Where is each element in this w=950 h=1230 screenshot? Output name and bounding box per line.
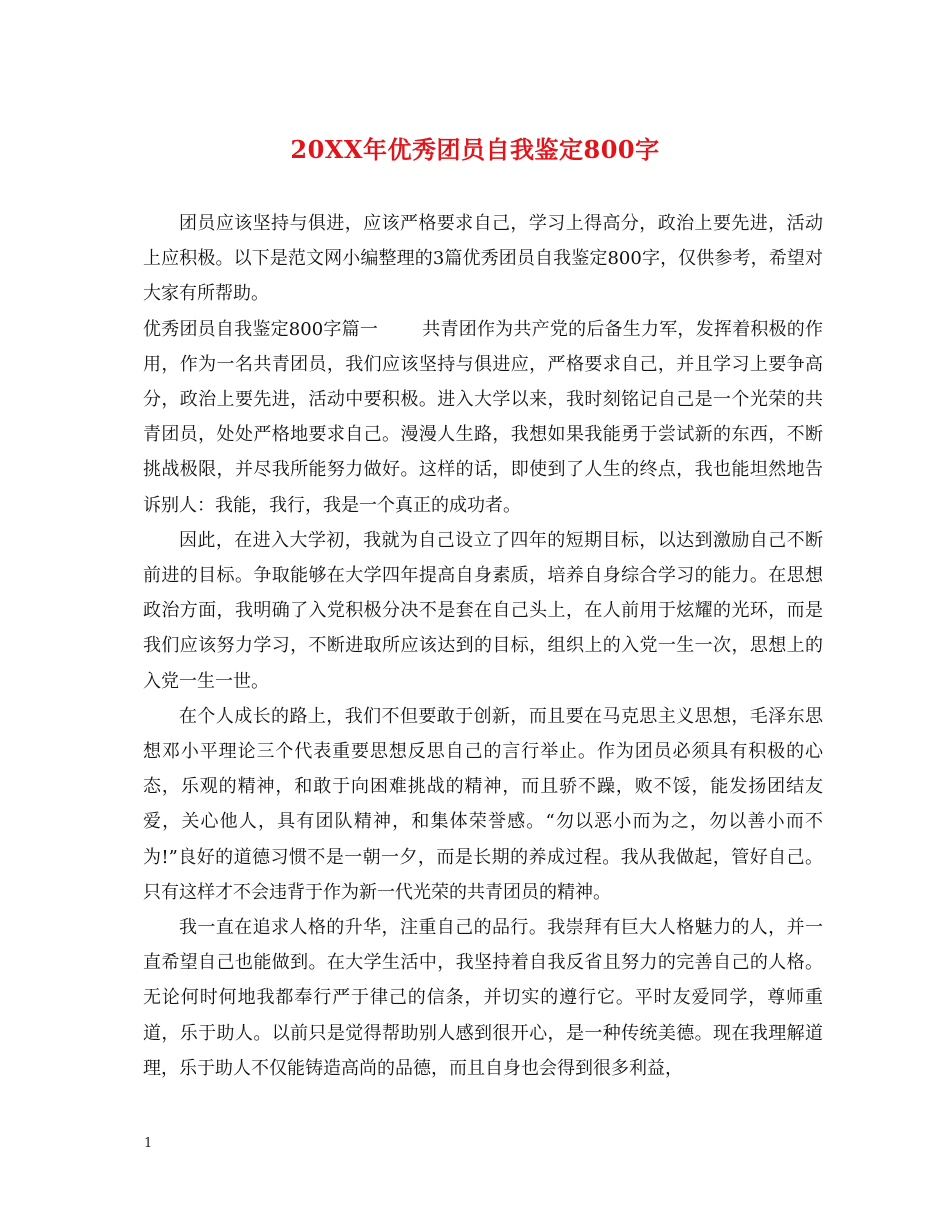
- page-number: 1: [144, 1136, 153, 1151]
- section-one-paragraph: [143, 312, 823, 523]
- body-paragraph-2: 在个人成长的路上，我们不但要敢于创新，而且要在马克思主义思想，毛泽东思想邓小平理论三个代表重要思想反思自己的言行举止。作为团员必须具有积极的心态，乐观的精神，和敢于向困难挑战的精神，而且骄不躁，败不馁，能发扬团结友爱，关心他人，具有团队精神，和集体荣誉感。“勿以恶小而为之，勿以善小而不为!”良好的道德习惯不是一朝一夕，而是长期的养成过程。我从我做起，管好自己。只有这样才不会违背于作为新一代光荣的共青团员的精神。: [143, 705, 823, 903]
- body-paragraph-1: 因此，在进入大学初，我就为自己设立了四年的短期目标，以达到激励自己不断前进的目标。争取能够在大学四年提高自身素质，培养自身综合学习的能力。在思想政治方面，我明确了入党积极分决不是套在自己头上，在人前用于炫耀的光环，而是我们应该努力学习，不断进取所应该达到的目标，组织上的入党一生一次，思想上的入党一生一世。: [143, 529, 823, 692]
- body-paragraph-3: 我一直在追求人格的升华，注重自己的品行。我崇拜有巨大人格魅力的人，并一直希望自己也能做到。在大学生活中，我坚持着自我反省且努力的完善自己的人格。无论何时何地我都奉行严于律己的信条，并切实的遵行它。平时友爱同学，尊师重道，乐于助人。以前只是觉得帮助别人感到很开心，是一种传统美德。现在我理解道理，乐于助人不仅能铸造高尚的品德，而且自身也会得到很多利益，: [143, 917, 823, 1079]
- document-title: 20XX年优秀团员自我鉴定800字: [290, 135, 660, 164]
- section-one-text: 共青团作为共产党的后备生力军，发挥着积极的作用，作为一名共青团员，我们应该坚持与俱进应，严格要求自己，并且学习上要争高分，政治上要先进，活动中要积极。进入大学以来，我时刻铭记自己是一个光荣的共青团员，处处严格地要求自己。漫漫人生路，我想如果我能勇于尝试新的东西，不断挑战极限，并尽我所能努力做好。这样的话，即使到了人生的终点，我也能坦然地告诉别人：我能，我行，我是一个真正的成功者。: [143, 318, 824, 516]
- intro-paragraph: 团员应该坚持与俱进，应该严格要求自己，学习上得高分，政治上要先进，活动上应积极。以下是范文网小编整理的3篇优秀团员自我鉴定800字，仅供参考，希望对大家有所帮助。: [143, 213, 823, 305]
- document-body: [143, 206, 823, 1086]
- section-heading: 优秀团员自我鉴定800字篇一: [143, 318, 379, 340]
